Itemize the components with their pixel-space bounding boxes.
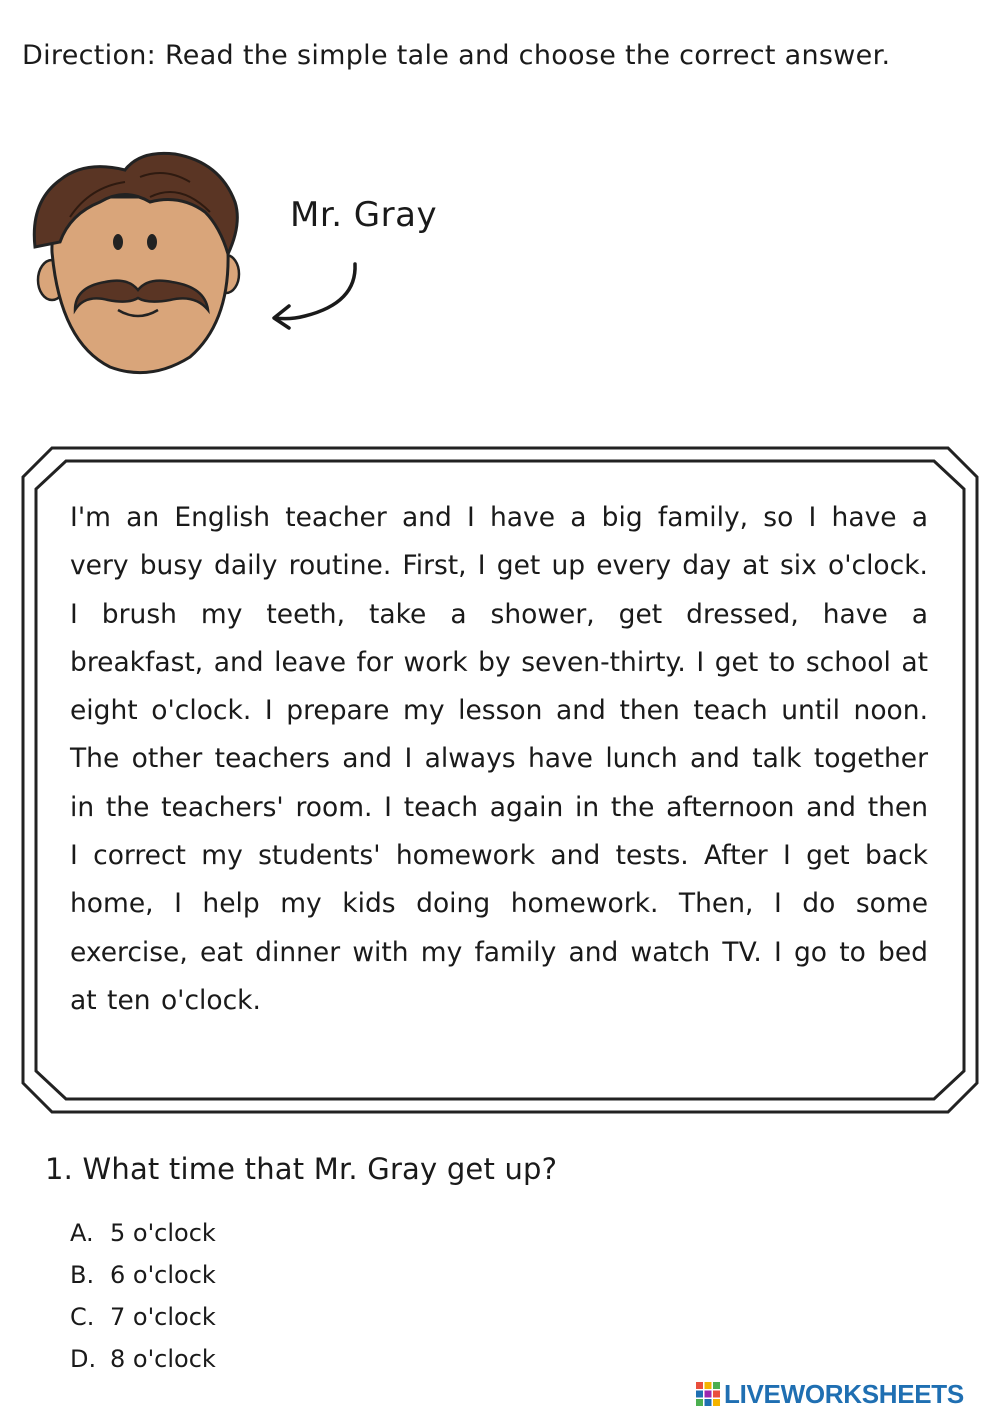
story-text: I'm an English teacher and I have a big family, so I have a very busy daily routine. First, I get up every day at six o'clock. I brush my teeth, take a shower, get dressed, have a breakfast, and leave for work by seven-thirty. I get to school at eight o'clock. I prepare my lesson and then teach until noon. The other teachers and I always have lunch and talk together in the teachers' room. I teach again in the afternoon and then I correct my students' homework and tests. After I get back home, I help my kids doing homework. Then, I do some exercise, eat dinner with my family and watch TV. I go to bed at ten o'clock. — [70, 502, 928, 1016]
option-text: 8 o'clock — [110, 1345, 216, 1373]
option-text: 5 o'clock — [110, 1219, 216, 1247]
option-letter: D. — [70, 1345, 97, 1373]
option-letter: A. — [70, 1219, 94, 1247]
question-text: 1. What time that Mr. Gray get up? — [45, 1152, 558, 1186]
liveworksheets-logo-text: LIVEWORKSHEETS — [724, 1378, 964, 1409]
option-letter: B. — [70, 1261, 95, 1289]
curved-arrow-icon — [265, 258, 365, 338]
option-b[interactable] — [70, 1254, 216, 1296]
option-a[interactable] — [70, 1212, 216, 1254]
option-text: 7 o'clock — [110, 1303, 216, 1331]
option-d[interactable] — [70, 1338, 216, 1380]
liveworksheets-grid-icon — [696, 1382, 720, 1406]
mr-gray-portrait — [30, 142, 250, 382]
direction-text: Direction: Read the simple tale and choose the correct answer. — [22, 40, 891, 71]
option-letter: C. — [70, 1303, 95, 1331]
option-text: 6 o'clock — [110, 1261, 216, 1289]
liveworksheets-logo — [696, 1378, 964, 1410]
option-c[interactable] — [70, 1296, 216, 1338]
character-name-label: Mr. Gray — [290, 195, 438, 235]
answer-options — [70, 1212, 216, 1380]
